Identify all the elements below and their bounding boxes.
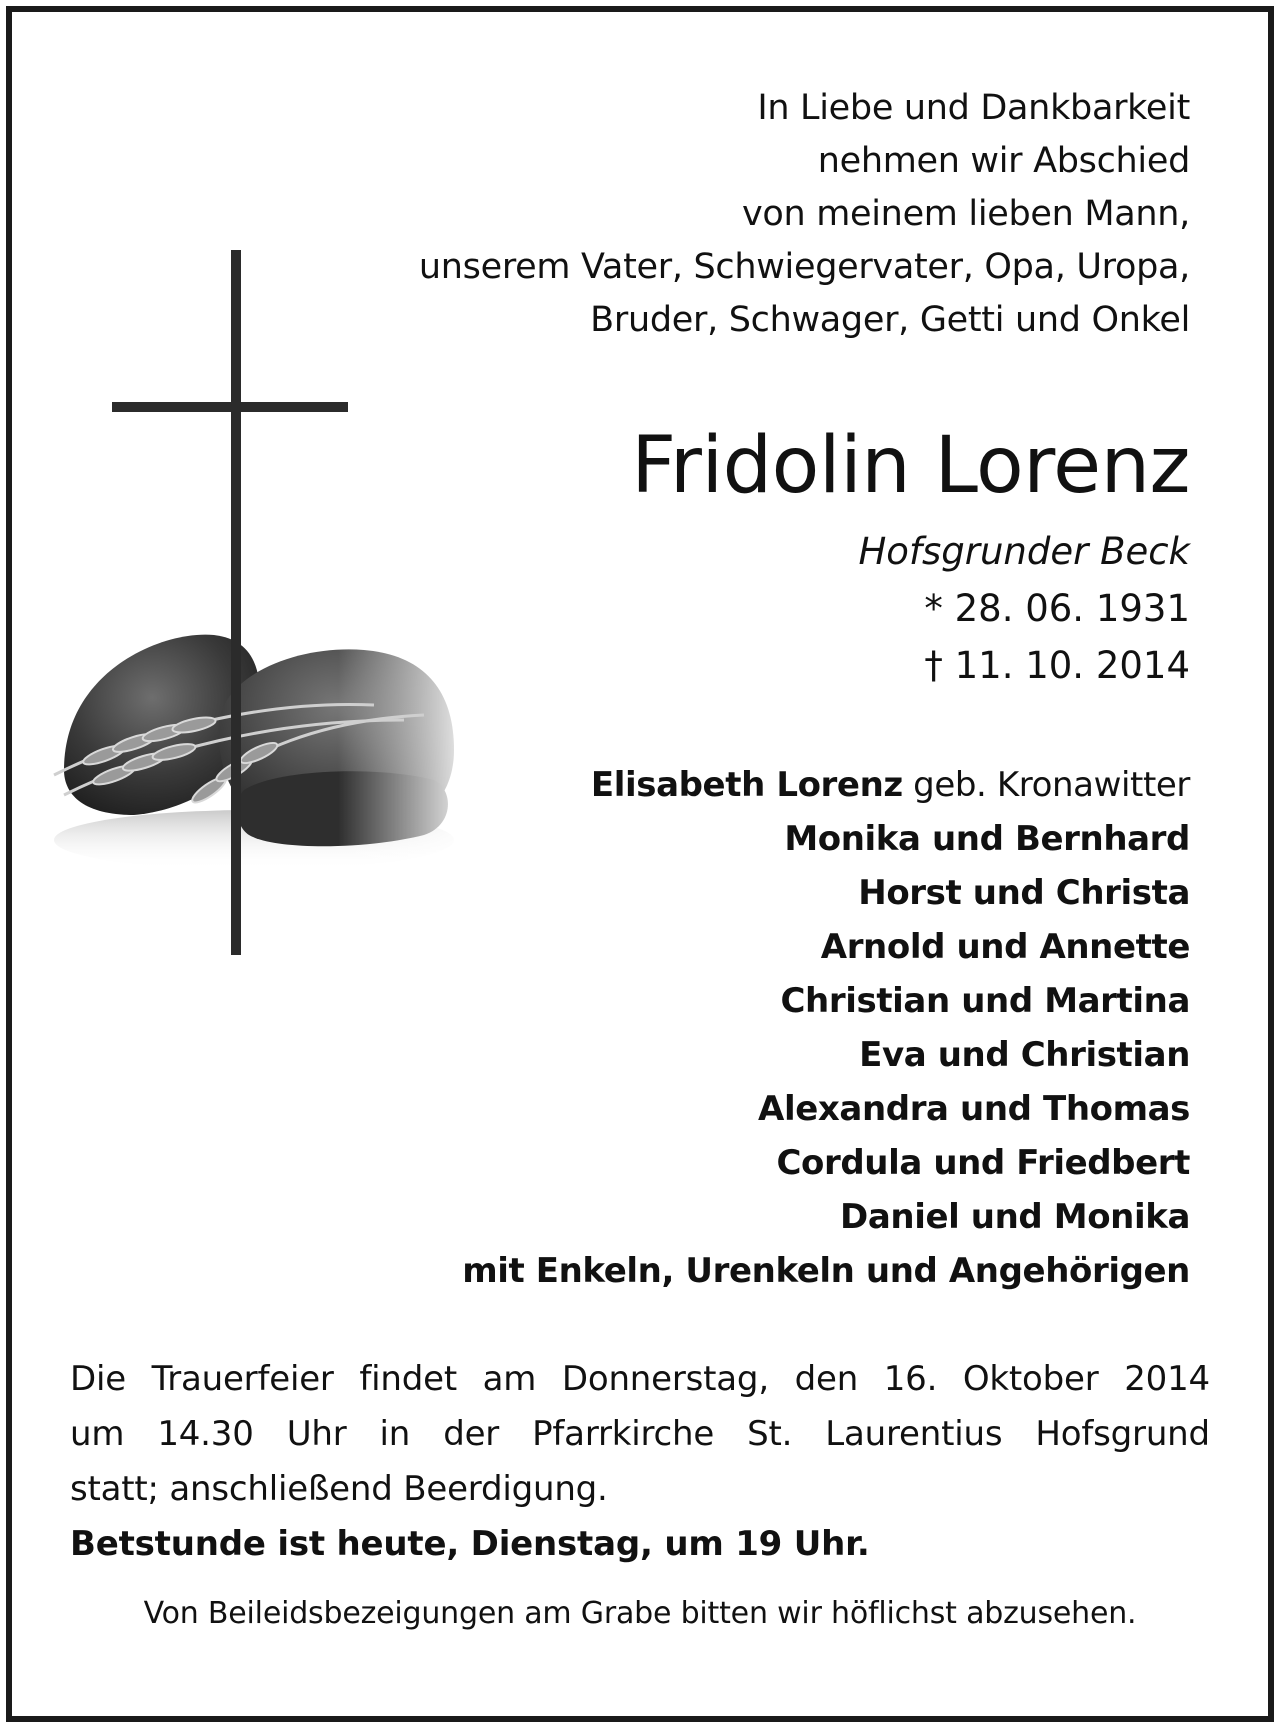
funeral-line-1 (70, 1352, 1210, 1407)
funeral-announcement (70, 1352, 1210, 1572)
deceased-nickname: Hofsgrunder Beck (858, 530, 1190, 573)
word: Uhr (286, 1414, 347, 1454)
word: 16. (883, 1359, 938, 1399)
word: Oktober (962, 1359, 1099, 1399)
word: Hofsgrund (1035, 1414, 1210, 1454)
intro-line: nehmen wir Abschied (817, 141, 1190, 181)
mourner-entry: Arnold und Annette (820, 927, 1190, 967)
intro-line: von meinem lieben Mann, (742, 194, 1190, 234)
word: Pfarrkirche (532, 1414, 715, 1454)
condolence-note: Von Beileidsbezeigungen am Grabe bitten wir höflichst abzusehen. (143, 1596, 1137, 1631)
intro-line: Bruder, Schwager, Getti und Onkel (590, 300, 1190, 340)
word: 14.30 (157, 1414, 254, 1454)
birth-date: * 28. 06. 1931 (924, 587, 1190, 630)
word: um (70, 1414, 125, 1454)
death-date: † 11. 10. 2014 (924, 644, 1190, 687)
deceased-name: Fridolin Lorenz (631, 421, 1190, 511)
word: in (379, 1414, 411, 1454)
intro-text (310, 82, 1190, 347)
intro-line: unserem Vater, Schwiegervater, Opa, Uropa, (418, 247, 1190, 287)
mourner-entry: Horst und Christa (858, 873, 1190, 913)
funeral-line-3: statt; anschließend Beerdigung. (70, 1469, 608, 1509)
mourners-list (462, 758, 1190, 1298)
mourner-entry: Cordula und Friedbert (776, 1143, 1190, 1183)
word: den (794, 1359, 859, 1399)
mourner-entry: Christian und Martina (780, 981, 1190, 1021)
word: St. (747, 1414, 793, 1454)
prayer-hour-notice: Betstunde ist heute, Dienstag, um 19 Uhr. (70, 1524, 870, 1564)
spouse-maiden-name: geb. Kronawitter (902, 765, 1190, 805)
spouse-name: Elisabeth Lorenz (590, 765, 903, 805)
spouse-line (462, 758, 1190, 812)
word: am (482, 1359, 537, 1399)
mourner-entry: Alexandra und Thomas (758, 1089, 1190, 1129)
mourner-entry: Daniel und Monika (840, 1197, 1190, 1237)
mourner-entry: Monika und Bernhard (784, 819, 1190, 859)
word: Laurentius (825, 1414, 1003, 1454)
mourner-entry: mit Enkeln, Urenkeln und Angehörigen (462, 1251, 1190, 1291)
word: Trauerfeier (151, 1359, 334, 1399)
word: Donnerstag, (561, 1359, 769, 1399)
word: 2014 (1124, 1359, 1210, 1399)
word: Die (70, 1359, 126, 1399)
cross-with-bread-illustration (44, 250, 464, 960)
word: der (443, 1414, 500, 1454)
intro-line: In Liebe und Dankbarkeit (757, 88, 1190, 128)
word: findet (359, 1359, 457, 1399)
funeral-line-2 (70, 1407, 1210, 1462)
deceased-info (858, 523, 1190, 694)
mourner-entry: Eva und Christian (859, 1035, 1190, 1075)
